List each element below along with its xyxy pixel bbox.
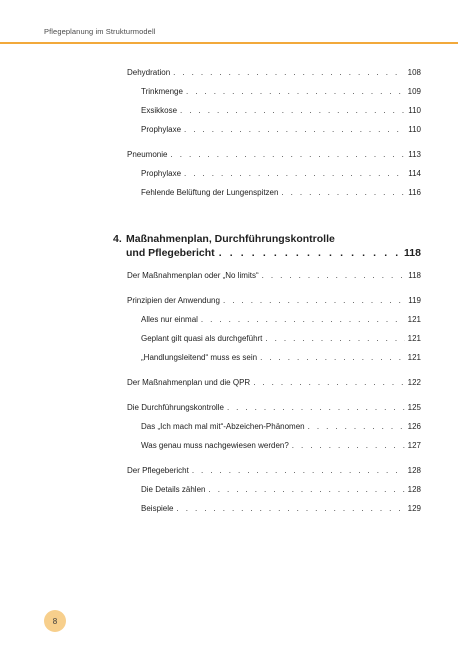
toc-entry[interactable] bbox=[141, 125, 421, 135]
toc-entry-label: Alles nur einmal bbox=[141, 315, 198, 324]
toc-entry-label: Beispiele bbox=[141, 504, 174, 513]
toc-entry-page: 121 bbox=[407, 315, 421, 324]
toc-entry[interactable] bbox=[127, 271, 421, 281]
chapter-title-line1: Maßnahmenplan, Durchführungskontrolle bbox=[126, 233, 335, 245]
dot-leader bbox=[292, 441, 405, 451]
toc-entry-page: 113 bbox=[408, 150, 421, 159]
dot-leader bbox=[260, 353, 405, 363]
toc-entry-label: Pneumonie bbox=[127, 150, 168, 159]
toc-entry-label: Der Maßnahmenplan und die QPR bbox=[127, 378, 251, 387]
toc-entry-label: Die Details zählen bbox=[141, 485, 206, 494]
dot-leader bbox=[176, 504, 404, 514]
toc-entry[interactable] bbox=[127, 68, 421, 78]
toc-entry[interactable] bbox=[141, 353, 421, 363]
toc-entry-page: 129 bbox=[407, 504, 421, 513]
toc-entry-label: Exsikkose bbox=[141, 106, 178, 115]
toc-entry-page: 128 bbox=[407, 485, 421, 494]
dot-leader bbox=[201, 315, 405, 325]
toc-entry[interactable] bbox=[141, 485, 421, 495]
toc-entry[interactable] bbox=[141, 169, 421, 179]
toc-entry-label: Prophylaxe bbox=[141, 169, 182, 178]
toc-entry-page: 128 bbox=[407, 466, 421, 475]
dot-leader bbox=[170, 150, 405, 160]
toc-entry-page: 121 bbox=[407, 353, 421, 362]
toc-entry-label: „Handlungsleitend“ muss es sein bbox=[141, 353, 258, 362]
dot-leader bbox=[184, 125, 405, 135]
toc-entry[interactable] bbox=[141, 106, 421, 116]
toc-entry-page: 116 bbox=[408, 188, 421, 197]
toc-entry[interactable] bbox=[141, 334, 421, 344]
toc-entry-page: 126 bbox=[407, 422, 421, 431]
toc-entry-label: Was genau muss nachgewiesen werden? bbox=[141, 441, 289, 450]
toc-entry-page: 119 bbox=[408, 296, 421, 305]
dot-leader bbox=[262, 271, 406, 281]
toc-entry[interactable] bbox=[127, 378, 421, 388]
page-number: 8 bbox=[52, 616, 58, 626]
chapter-title-line2: und Pflegebericht bbox=[126, 247, 215, 259]
toc-entry-page: 127 bbox=[407, 441, 421, 450]
toc-entry-page: 108 bbox=[407, 68, 421, 77]
toc-entry[interactable] bbox=[127, 296, 421, 306]
chapter-title-line2-row[interactable] bbox=[126, 246, 421, 260]
toc-entry-label: Geplant gilt quasi als durchgeführt bbox=[141, 334, 263, 343]
toc-entry-page: 125 bbox=[407, 403, 421, 412]
dot-leader bbox=[219, 246, 401, 260]
chapter-title[interactable] bbox=[113, 232, 423, 246]
dot-leader bbox=[173, 68, 405, 78]
dot-leader bbox=[184, 169, 405, 179]
dot-leader bbox=[180, 106, 405, 116]
toc-entry-label: Prinzipien der Anwendung bbox=[127, 296, 220, 305]
dot-leader bbox=[208, 485, 404, 495]
toc-entry[interactable] bbox=[141, 441, 421, 451]
chapter-page: 118 bbox=[404, 247, 421, 259]
toc-entry-label: Dehydration bbox=[127, 68, 171, 77]
toc-entry-label: Fehlende Belüftung der Lungenspitzen bbox=[141, 188, 279, 197]
toc-entry[interactable] bbox=[127, 403, 421, 413]
dot-leader bbox=[265, 334, 404, 344]
toc-entry[interactable] bbox=[141, 188, 421, 198]
toc-entry-label: Trinkmenge bbox=[141, 87, 183, 96]
toc-entry-label: Die Durchführungskontrolle bbox=[127, 403, 224, 412]
toc-entry-page: 114 bbox=[408, 169, 421, 178]
dot-leader bbox=[192, 466, 405, 476]
dot-leader bbox=[223, 296, 405, 306]
toc-entry[interactable] bbox=[127, 150, 421, 160]
toc-entry-label: Prophylaxe bbox=[141, 125, 182, 134]
toc-entry-label: Der Pflegebericht bbox=[127, 466, 189, 475]
toc-entry[interactable] bbox=[127, 466, 421, 476]
dot-leader bbox=[308, 422, 405, 432]
toc-entry-page: 110 bbox=[408, 125, 421, 134]
toc-entry-page: 122 bbox=[407, 378, 421, 387]
toc-entry[interactable] bbox=[141, 422, 421, 432]
toc-entry-page: 110 bbox=[408, 106, 421, 115]
dot-leader bbox=[253, 378, 404, 388]
dot-leader bbox=[186, 87, 405, 97]
toc-entry-label: Das „Ich mach mal mit“-Abzeichen-Phänomen bbox=[141, 422, 305, 431]
toc-entry-label: Der Maßnahmenplan oder „No limits“ bbox=[127, 271, 259, 280]
dot-leader bbox=[281, 188, 405, 198]
running-head: Pflegeplanung im Strukturmodell bbox=[44, 27, 156, 36]
chapter-number: 4. bbox=[113, 233, 122, 245]
toc-entry[interactable] bbox=[141, 87, 421, 97]
toc-entry[interactable] bbox=[141, 504, 421, 514]
dot-leader bbox=[227, 403, 405, 413]
toc-entry-page: 118 bbox=[408, 271, 421, 280]
toc-entry-page: 121 bbox=[407, 334, 421, 343]
page-number-badge bbox=[44, 610, 66, 632]
toc-entry-page: 109 bbox=[407, 87, 421, 96]
toc-entry[interactable] bbox=[141, 315, 421, 325]
